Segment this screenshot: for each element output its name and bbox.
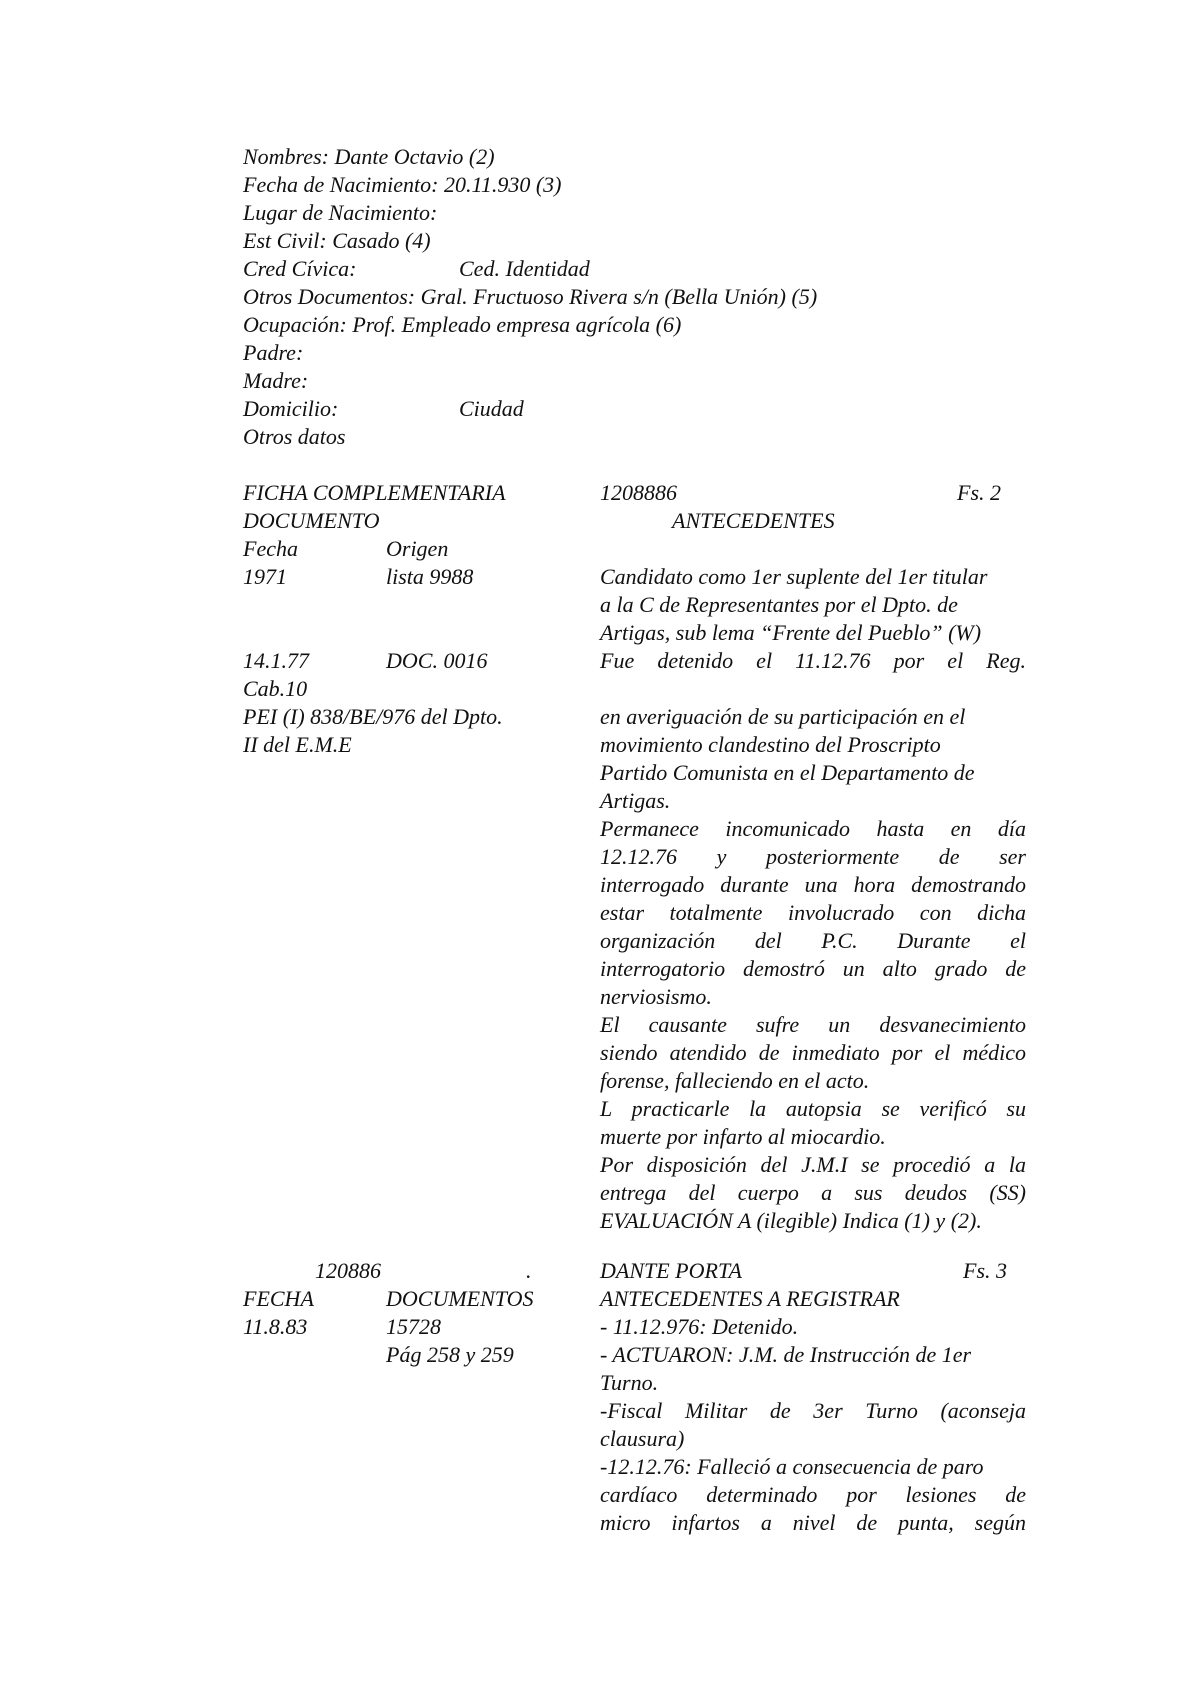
ficha-text-line: Candidato como 1er suplente del 1er titular — [600, 564, 988, 589]
ficha-text-line: interrogatorio demostró un alto grado de — [600, 956, 1026, 981]
field-otros-documentos: Otros Documentos: Gral. Fructuoso Rivera s/n (Bella Unión) (5) — [243, 284, 818, 309]
ficha-text-line: a la C de Representantes por el Dpto. de — [600, 592, 958, 617]
ficha-text-line: movimiento clandestino del Proscripto — [600, 732, 941, 757]
ficha-row2-fecha: 14.1.77 — [243, 648, 309, 673]
ficha-text-line: 12.12.76 y posteriormente de ser — [600, 844, 1026, 869]
section3-dot: . — [526, 1258, 532, 1283]
section3-text-line: - 11.12.976: Detenido. — [600, 1314, 799, 1339]
field-ocupacion: Ocupación: Prof. Empleado empresa agrícola (6) — [243, 312, 682, 337]
section3-col-docs: DOCUMENTOS — [386, 1286, 534, 1311]
section3-number: 120886 — [315, 1258, 381, 1283]
section3-text-line: -12.12.76: Falleció a consecuencia de paro — [600, 1454, 984, 1479]
ficha-antecedentes-heading: ANTECEDENTES — [672, 508, 835, 533]
ficha-text-line: estar totalmente involucrado con dicha — [600, 900, 1026, 925]
section3-text-line: Turno. — [600, 1370, 659, 1395]
ficha-row1-fecha: 1971 — [243, 564, 287, 589]
ficha-text-line: L practicarle la autopsia se verificó su — [600, 1096, 1026, 1121]
field-domicilio-label: Domicilio: — [243, 396, 339, 421]
ficha-text-line: Partido Comunista en el Departamento de — [600, 760, 975, 785]
ficha-text-line: Permanece incomunicado hasta en día — [600, 816, 1026, 841]
section3-fecha: 11.8.83 — [243, 1314, 308, 1339]
ficha-text-line: en averiguación de su participación en el — [600, 704, 966, 729]
section3-text-line: clausura) — [600, 1426, 685, 1451]
ficha-text-line: entrega del cuerpo a sus deudos (SS) — [600, 1180, 1026, 1205]
ficha-text-line: EVALUACIÓN A (ilegible) Indica (1) y (2). — [600, 1208, 982, 1233]
ficha-title: FICHA COMPLEMENTARIA — [243, 480, 506, 505]
ficha-row2-cab: Cab.10 — [243, 676, 308, 701]
field-nombres: Nombres: Dante Octavio (2) — [243, 144, 495, 169]
field-estado-civil: Est Civil: Casado (4) — [243, 228, 431, 253]
field-cred-label: Cred Cívica: — [243, 256, 357, 281]
ficha-documento-heading: DOCUMENTO — [243, 508, 380, 533]
ficha-row1-origen: lista 9988 — [386, 564, 474, 589]
section3-col-fecha: FECHA — [243, 1286, 314, 1311]
section3-text-line: micro infartos a nivel de punta, según — [600, 1510, 1026, 1535]
field-domicilio-value: Ciudad — [459, 396, 524, 421]
ficha-text-line: El causante sufre un desvanecimiento — [600, 1012, 1026, 1037]
section3-text-line: cardíaco determinado por lesiones de — [600, 1482, 1026, 1507]
section3-text-line: - ACTUARON: J.M. de Instrucción de 1er — [600, 1342, 972, 1367]
field-lugar-nacimiento: Lugar de Nacimiento: — [243, 200, 438, 225]
ficha-text-line: Fue detenido el 11.12.76 por el Reg. — [600, 648, 1026, 673]
section3-name: DANTE PORTA — [600, 1258, 742, 1283]
ficha-text-line: nerviosismo. — [600, 984, 712, 1009]
section3-heading: ANTECEDENTES A REGISTRAR — [600, 1286, 900, 1311]
ficha-text-line: forense, falleciendo en el acto. — [600, 1068, 870, 1093]
ficha-number: 1208886 — [600, 480, 677, 505]
ficha-text-line: siendo atendido de inmediato por el médico — [600, 1040, 1026, 1065]
ficha-text-line: organización del P.C. Durante el — [600, 928, 1026, 953]
ficha-page: Fs. 2 — [957, 480, 1001, 505]
ficha-col-origen: Origen — [386, 536, 449, 561]
ficha-row3-pei: PEI (I) 838/BE/976 del Dpto. — [243, 704, 503, 729]
ficha-row3-eme: II del E.M.E — [243, 732, 352, 757]
section3-doc-pag: Pág 258 y 259 — [386, 1342, 514, 1367]
ficha-text-line: muerte por infarto al miocardio. — [600, 1124, 886, 1149]
ficha-row2-origen: DOC. 0016 — [386, 648, 488, 673]
ficha-text-line: Por disposición del J.M.I se procedió a la — [600, 1152, 1026, 1177]
ficha-text-line: interrogado durante una hora demostrando — [600, 872, 1026, 897]
section3-doc-num: 15728 — [386, 1314, 441, 1339]
field-otros-datos: Otros datos — [243, 424, 346, 449]
ficha-text-line: Artigas, sub lema “Frente del Pueblo” (W) — [600, 620, 982, 645]
field-padre: Padre: — [243, 340, 304, 365]
ficha-text-line: Artigas. — [600, 788, 671, 813]
field-fecha-nacimiento: Fecha de Nacimiento: 20.11.930 (3) — [243, 172, 562, 197]
section3-page: Fs. 3 — [963, 1258, 1007, 1283]
field-madre: Madre: — [243, 368, 309, 393]
field-cred-value: Ced. Identidad — [459, 256, 590, 281]
section3-text-line: -Fiscal Militar de 3er Turno (aconseja — [600, 1398, 1026, 1423]
ficha-col-fecha: Fecha — [243, 536, 298, 561]
